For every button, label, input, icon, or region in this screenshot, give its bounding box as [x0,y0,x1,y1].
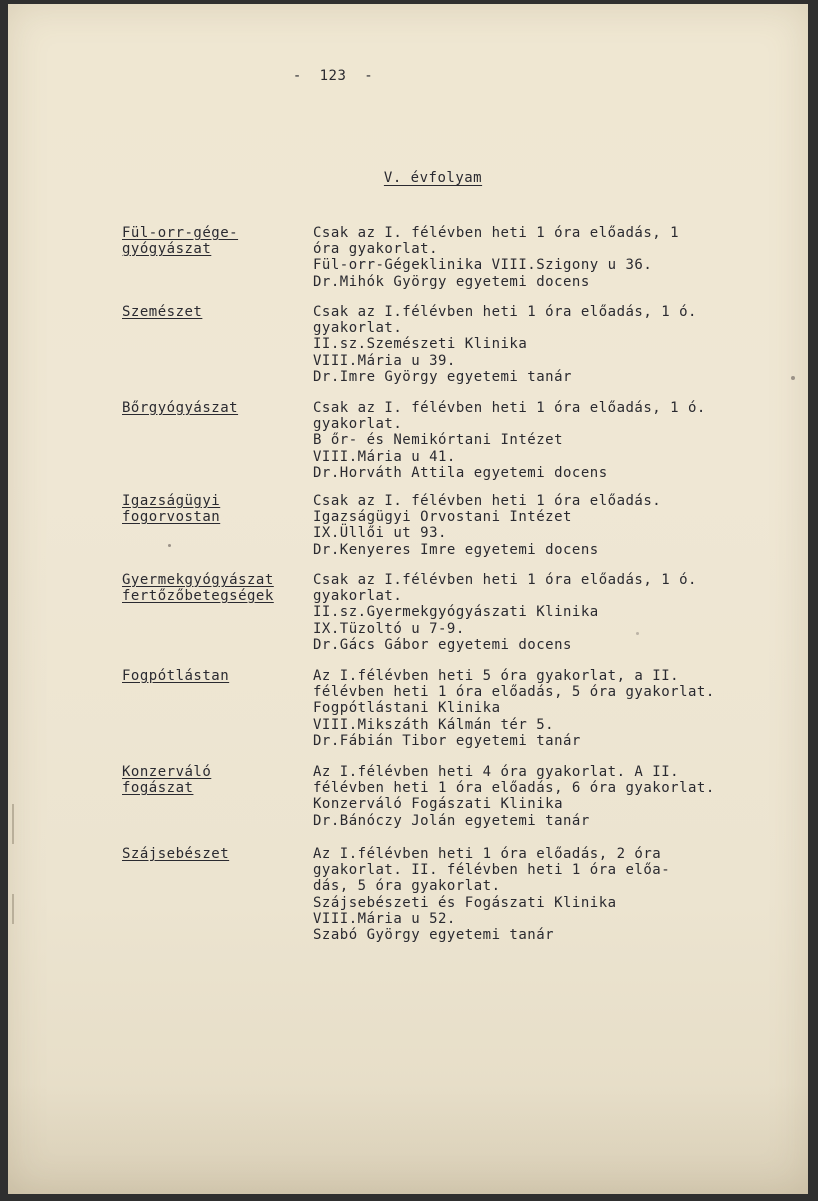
description-line: Csak az I.félévben heti 1 óra előadás, 1 ó. [313,304,697,320]
description-line: II.sz.Szemészeti Klinika [313,336,528,353]
description-line: dás, 5 óra gyakorlat. [313,878,501,895]
subject-name [122,225,302,257]
course-description [313,572,793,653]
subject-line: Igazságügyi [122,493,221,509]
subject-line: Fül-orr-gége- [122,225,239,241]
subject-line: fertőzőbetegségek [122,588,274,604]
description-line: gyakorlat. [313,416,403,433]
description-line: IX.Tüzoltó u 7-9. [313,620,465,637]
description-line: gyakorlat. [313,588,403,605]
description-line: Dr.Gács Gábor egyetemi docens [313,636,572,653]
subject-line: Bőrgyógyászat [122,400,239,416]
description-line: II.sz.Gyermekgyógyászati Klinika [313,604,599,621]
subject-name [122,304,302,320]
subject-line: Gyermekgyógyászat [122,572,274,588]
description-line: Az I.félévben heti 4 óra gyakorlat. A II. [313,764,680,780]
description-line: Csak az I. félévben heti 1 óra előadás. [313,493,662,509]
subject-line: Szájsebészet [122,846,230,862]
description-line: Fogpótlástani Klinika [313,700,501,717]
description-line: Szájsebészeti és Fogászati Klinika [313,894,617,911]
description-line: félévben heti 1 óra előadás, 6 óra gyakorlat. [313,780,715,797]
subject-name [122,493,302,525]
description-line: VIII.Mária u 52. [313,910,456,927]
course-description [313,400,793,481]
subject-line: Szemészet [122,304,203,320]
document-page [8,4,808,1194]
course-description [313,225,793,290]
course-description [313,493,793,558]
course-description [313,764,793,829]
ink-speck [168,544,171,547]
description-line: félévben heti 1 óra előadás, 5 óra gyakorlat. [313,684,715,701]
binder-mark [12,894,14,924]
description-line: Csak az I. félévben heti 1 óra előadás, 1 ó. [313,400,706,416]
subject-name [122,764,302,796]
description-line: Fül-orr-Gégeklinika VIII.Szigony u 36. [313,257,653,274]
description-line: Dr.Kenyeres Imre egyetemi docens [313,541,599,558]
description-line: Dr.Horváth Attila egyetemi docens [313,464,608,481]
subject-line: fogászat [122,780,194,796]
description-line: Szabó György egyetemi tanár [313,927,555,944]
subject-name [122,668,302,684]
subject-name [122,400,302,416]
course-description [313,304,793,385]
subject-line: fogorvostan [122,509,221,525]
page-number: - 123 - [292,68,374,84]
subject-line: gyógyászat [122,241,212,257]
description-line: Dr.Fábián Tibor egyetemi tanár [313,732,581,749]
description-line: Az I.félévben heti 5 óra gyakorlat, a II. [313,668,680,684]
course-description [313,846,793,943]
description-line: Konzerváló Fogászati Klinika [313,796,564,813]
description-line: Dr.Bánóczy Jolán egyetemi tanár [313,812,590,829]
description-line: B őr- és Nemikórtani Intézet [313,432,564,449]
subject-line: Konzerváló [122,764,212,780]
description-line: IX.Üllői ut 93. [313,525,447,542]
page-title: V. évfolyam [383,170,483,186]
description-line: Dr.Mihók György egyetemi docens [313,273,590,290]
description-line: óra gyakorlat. [313,241,439,258]
description-line: Csak az I.félévben heti 1 óra előadás, 1 ó. [313,572,697,588]
description-line: gyakorlat. II. félévben heti 1 óra előa- [313,862,671,879]
description-line: Dr.Imre György egyetemi tanár [313,368,572,385]
subject-line: Fogpótlástan [122,668,230,684]
subject-name [122,846,302,862]
description-line: Csak az I. félévben heti 1 óra előadás, 1 [313,225,680,241]
course-description [313,668,793,749]
subject-name [122,572,302,604]
description-line: VIII.Mária u 41. [313,448,456,465]
description-line: VIII.Mikszáth Kálmán tér 5. [313,716,555,733]
description-line: Igazságügyi Orvostani Intézet [313,509,572,526]
description-line: Az I.félévben heti 1 óra előadás, 2 óra [313,846,662,862]
description-line: VIII.Mária u 39. [313,352,456,369]
description-line: gyakorlat. [313,320,403,337]
binder-mark [12,804,14,844]
